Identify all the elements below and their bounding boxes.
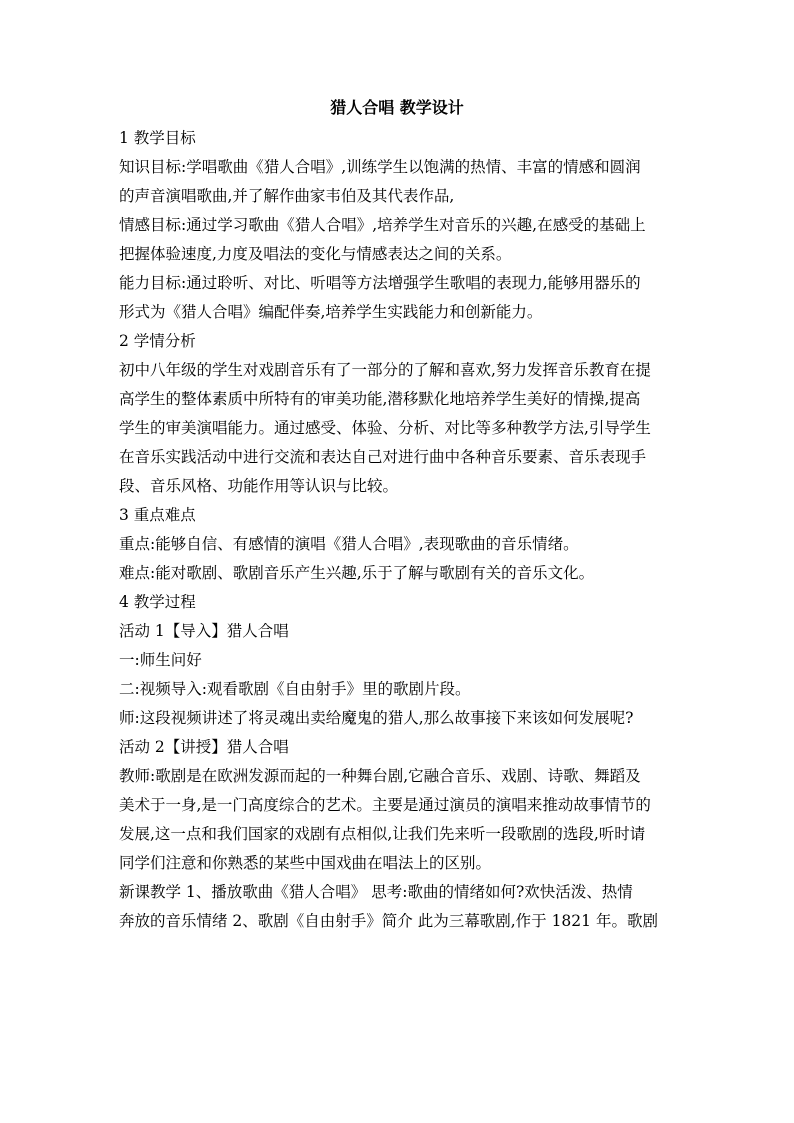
paragraph-line: 同学们注意和你熟悉的某些中国戏曲在唱法上的区别。: [119, 854, 492, 872]
paragraph-line: 难点:能对歌剧、歌剧音乐产生兴趣,乐于了解与歌剧有关的音乐文化。: [119, 564, 595, 582]
activity-heading: 活动 2【讲授】猎人合唱: [119, 738, 289, 756]
section-heading-key-points: 3 重点难点: [119, 506, 196, 524]
paragraph-line: 美术于一身,是一门高度综合的艺术。主要是通过演员的演唱来推动故事情节的: [119, 796, 651, 814]
document-title: 猎人合唱 教学设计: [330, 98, 464, 117]
paragraph-line: 二:视频导入:观看歌剧《自由射手》里的歌剧片段。: [119, 680, 471, 698]
paragraph-line: 初中八年级的学生对戏剧音乐有了一部分的了解和喜欢,努力发挥音乐教育在提: [119, 361, 651, 379]
paragraph-line: 发展,这一点和我们国家的戏剧有点相似,让我们先来听一段歌剧的选段,听时请: [119, 825, 646, 843]
paragraph-line: 新课教学 1、播放歌曲《猎人合唱》 思考:歌曲的情绪如何?欢快活泼、热情: [119, 883, 633, 901]
section-heading-analysis: 2 学情分析: [119, 332, 196, 350]
paragraph-line: 教师:歌剧是在欧洲发源而起的一种舞台剧,它融合音乐、戏剧、诗歌、舞蹈及: [119, 767, 641, 785]
paragraph-line: 的声音演唱歌曲,并了解作曲家韦伯及其代表作品,: [119, 187, 455, 205]
paragraph-line: 高学生的整体素质中所特有的审美功能,潜移默化地培养学生美好的情操,提高: [119, 390, 641, 408]
activity-heading: 活动 1【导入】猎人合唱: [119, 622, 289, 640]
paragraph-line: 一:师生问好: [119, 651, 202, 669]
paragraph-line: 重点:能够自信、有感情的演唱《猎人合唱》,表现歌曲的音乐情绪。: [119, 535, 579, 553]
paragraph-line: 段、音乐风格、功能作用等认识与比较。: [119, 477, 399, 495]
paragraph-line: 师:这段视频讲述了将灵魂出卖给魔鬼的猎人,那么故事接下来该如何发展呢?: [119, 709, 634, 727]
document-body: [119, 124, 679, 936]
paragraph-line: 学生的审美演唱能力。通过感受、体验、分析、对比等多种教学方法,引导学生: [119, 419, 651, 437]
section-heading-goals: 1 教学目标: [119, 129, 196, 147]
paragraph-line: 在音乐实践活动中进行交流和表达自己对进行曲中各种音乐要素、音乐表现手: [119, 448, 647, 466]
paragraph-line: 奔放的音乐情绪 2、歌剧《自由射手》简介 此为三幕歌剧,作于 1821 年。歌剧: [119, 912, 658, 930]
paragraph-line: 把握体验速度,力度及唱法的变化与情感表达之间的关系。: [119, 245, 512, 263]
paragraph-line: 知识目标:学唱歌曲《猎人合唱》,训练学生以饱满的热情、丰富的情感和圆润: [119, 158, 641, 176]
section-heading-process: 4 教学过程: [119, 593, 196, 611]
paragraph-line: 形式为《猎人合唱》编配伴奏,培养学生实践能力和创新能力。: [119, 303, 543, 321]
paragraph-line: 能力目标:通过聆听、对比、听唱等方法增强学生歌唱的表现力,能够用器乐的: [119, 274, 641, 292]
paragraph-line: 情感目标:通过学习歌曲《猎人合唱》,培养学生对音乐的兴趣,在感受的基础上: [119, 216, 646, 234]
